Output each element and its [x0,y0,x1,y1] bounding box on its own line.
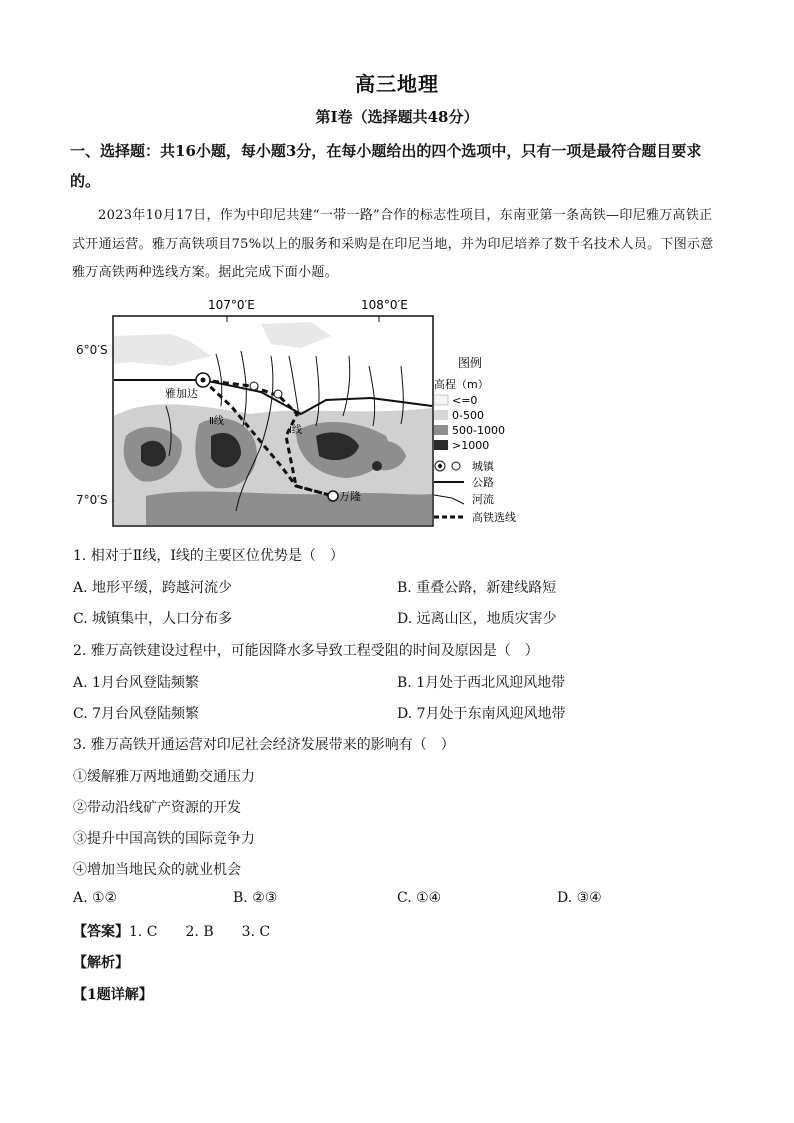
map-legend [432,352,542,532]
lat-label-7s: 7°0′S [76,493,108,507]
detail-label: 【1题详解】 [73,987,153,1003]
lon-label-108: 108°0′E [361,298,408,312]
legend-elevation-label: 高程（m） [434,378,489,391]
question-2-option-b[interactable]: B. 1月处于西北风迎风地带 [397,675,566,691]
question-3-item-4: ④增加当地民众的就业机会 [73,862,241,878]
passage-text: 2023年10月17日，作为中印尼共建“一带一路”合作的标志性项目，东南亚第一条高铁—印尼雅万高铁正式开通运营。雅万高铁项目75%以上的服务和采购是在印尼当地，并为印尼培养了数千名技术人员。下图示意雅万高铁两种选线方案。据此完成下面小题。 [72,208,714,280]
legend-elev-1: <=0 [452,394,478,407]
question-3-stem: 3. 雅万高铁开通运营对印尼社会经济发展带来的影响有（ ） [73,737,455,753]
question-3-option-a[interactable]: A. ①② [73,890,118,906]
line-II-label: Ⅱ线 [209,416,224,427]
bandung-label: 万隆 [339,490,361,503]
question-2-option-a[interactable]: A. 1月台风登陆频繁 [73,675,199,691]
question-3-item-1: ①缓解雅万两地通勤交通压力 [73,769,255,785]
lon-label-107: 107°0′E [208,298,255,312]
page-title: 高三地理 [355,72,439,96]
legend-river: 河流 [472,493,494,506]
answer-label: 【答案】 [73,924,129,940]
bandung-marker [328,491,338,501]
question-1-stem: 1. 相对于Ⅱ线，Ⅰ线的主要区位优势是（ ） [73,548,344,564]
legend-rail: 高铁选线 [472,511,516,524]
legend-road: 公路 [472,476,494,489]
question-3-option-c[interactable]: C. ①④ [397,890,442,906]
question-3-option-b[interactable]: B. ②③ [233,890,278,906]
jakarta-marker [196,373,210,387]
legend-town: 城镇 [472,460,494,473]
answer-line [73,921,270,941]
question-1-option-d[interactable]: D. 远离山区，地质灾害少 [397,611,557,627]
question-2-stem: 2. 雅万高铁建设过程中，可能因降水多导致工程受阻的时间及原因是（ ） [73,643,539,659]
question-2-option-d[interactable]: D. 7月处于东南风迎风地带 [397,706,566,722]
line-I-label: Ⅰ线 [289,425,302,436]
section-heading: 一、选择题：共16小题，每小题3分，在每小题给出的四个选项中，只有一项是最符合题目要求的。 [70,142,702,190]
question-3-item-3: ③提升中国高铁的国际竞争力 [73,831,255,847]
answer-values: 1. C 2. B 3. C [129,924,271,940]
legend-elev-2: 0-500 [452,409,484,422]
analysis-label: 【解析】 [73,955,129,971]
question-1-option-a[interactable]: A. 地形平缓，跨越河流少 [73,580,233,596]
legend-elev-4: >1000 [452,439,490,452]
page-subtitle: 第Ⅰ卷（选择题共48分） [315,108,479,126]
question-3-item-2: ②带动沿线矿产资源的开发 [73,800,241,816]
question-1-option-b[interactable]: B. 重叠公路，新建线路短 [397,580,557,596]
lat-label-6s: 6°0′S [76,343,108,357]
legend-elev-3: 500-1000 [452,424,505,437]
jakarta-label: 雅加达 [165,387,198,400]
question-3-option-d[interactable]: D. ③④ [557,890,602,906]
question-2-option-c[interactable]: C. 7月台风登陆频繁 [73,706,200,722]
legend-title: 图例 [458,356,483,370]
question-1-option-c[interactable]: C. 城镇集中，人口分布多 [73,611,233,627]
rail-route-map [111,296,441,528]
